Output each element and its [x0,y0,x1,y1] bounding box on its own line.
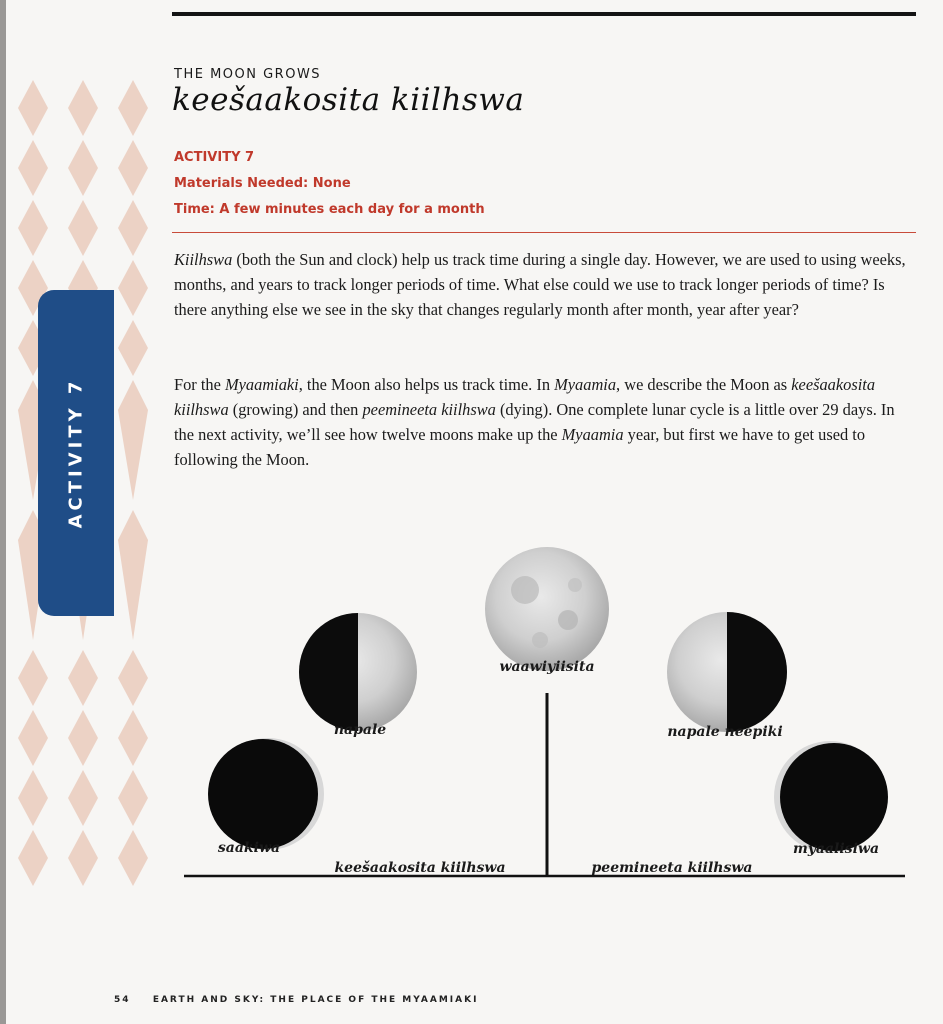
page-footer [114,995,478,1005]
italic-term: Kiilhswa [174,250,233,269]
new-moon-left-icon [208,738,324,850]
page-number: 54 [114,995,131,1005]
label-growing-moon: keešaakosita kiilhswa [334,860,506,876]
time-needed: Time: A few minutes each day for a month [174,202,485,217]
activity-tab-label: ACTIVITY 7 [65,377,87,529]
running-title: EARTH AND SKY: THE PLACE OF THE MYAAMIAKI [152,995,479,1005]
text-run: (both the Sun and clock) help us track time during a single day. However, we are used to using weeks, months, and years to track longer periods of time. What else could we use to track longer periods of time? Is there anything else we see in the sky that changes regularly month after month, year after year? [174,250,906,319]
text-run: (growing) and then [228,400,363,419]
materials-needed: Materials Needed: None [174,176,351,191]
section-kicker: THE MOON GROWS [174,67,322,82]
italic-term: Myaamia [561,425,624,444]
label-saakiwa: saakiwa [217,840,281,856]
last-quarter-moon-icon [667,612,787,732]
text-run: For the [174,375,225,394]
full-moon-icon [485,547,609,671]
page-title: keešaakosita kiilhswa [172,82,525,118]
label-myaalisiwa: myaalisiwa [792,841,880,857]
new-moon-right-icon [774,741,888,853]
italic-term: keešaakosita kiilhswa [174,375,876,419]
italic-term: Myaamia [554,375,617,394]
label-napale: napale [333,722,387,738]
label-dying-moon: peemineeta kiilhswa [591,860,753,876]
text-run: year, but first we have to get used to following the Moon. [174,425,866,469]
first-quarter-moon-icon [299,613,417,731]
text-run: , the Moon also helps us track time. In [298,375,555,394]
label-waawiyiisita: waawiyiisita [499,659,595,675]
italic-term: Myaamiaki [225,375,299,394]
label-napale-neepiki: napale neepiki [667,724,783,740]
text-run: , we describe the Moon as [616,375,792,394]
italic-term: peemineeta kiilhswa [362,400,496,419]
activity-label: ACTIVITY 7 [174,150,255,165]
text-run: (dying). One complete lunar cycle is a little over 29 days. In the next activity, we’ll see how twelve moons make up the [174,400,895,444]
